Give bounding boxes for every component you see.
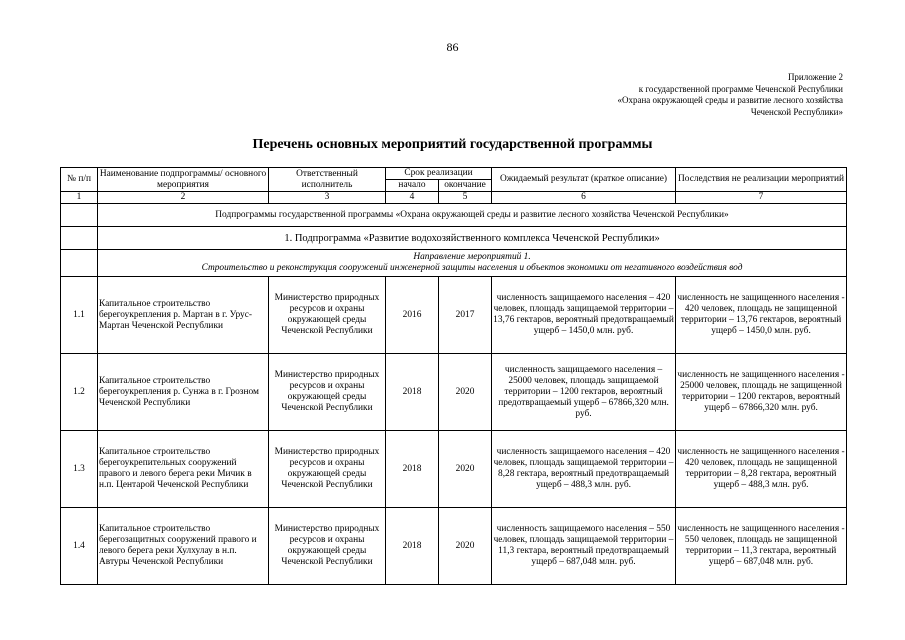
subprogram-row: [61, 227, 847, 250]
subprograms-heading-row: [61, 204, 847, 227]
activity-name: Капитальное строительство берегоукрепления р. Сунжа в г. Грозном Чеченской Республики: [98, 354, 269, 431]
column-number: 1: [61, 192, 98, 204]
table-row: [61, 431, 847, 508]
activity-name: Капитальное строительство берегозащитных сооружений правого и левого берега реки Хулхулау в н.п. Автуры Чеченской Республики: [98, 508, 269, 585]
start-year: 2016: [386, 277, 439, 354]
header-row: [61, 168, 847, 180]
column-number-row: [61, 192, 847, 204]
column-number: 3: [269, 192, 386, 204]
direction-cell: [98, 250, 847, 277]
header-result: Ожидаемый результат (краткое описание): [492, 168, 676, 192]
expected-result: численность защищаемого населения – 420 человек, площадь защищаемой территории – 8,28 гектара, вероятный предотвращаемый ущерб – 488,3 млн. руб.: [492, 431, 676, 508]
activity-name: Капитальное строительство берегоукрепительных сооружений правого и левого берега реки Мичик в н.п. Центарой Чеченской Республики: [98, 431, 269, 508]
non-implementation-consequences: численность не защищенного населения - 420 человек, площадь не защищенной территории – 13,76 гектаров, вероятный ущерб – 1450,0 млн. руб.: [676, 277, 847, 354]
column-number: 7: [676, 192, 847, 204]
appendix-line: Чеченской Республики»: [750, 106, 843, 117]
header-responsible: Ответственный исполнитель: [269, 168, 386, 192]
appendix-note: [617, 72, 843, 118]
row-number: 1.1: [61, 277, 98, 354]
column-number: 6: [492, 192, 676, 204]
row-number: 1.2: [61, 354, 98, 431]
subprograms-heading: Подпрограммы государственной программы «Охрана окружающей среды и развитие лесного хозяйства Чеченской Республики»: [98, 204, 847, 227]
header-num: № п/п: [61, 168, 98, 192]
responsible-executor: Министерство природных ресурсов и охраны окружающей среды Чеченской Республики: [269, 508, 386, 585]
column-number: 4: [386, 192, 439, 204]
expected-result: численность защищаемого населения – 420 человек, площадь защищаемой территории – 13,76 гектаров, вероятный предотвращаемый ущерб – 1450,0 млн. руб.: [492, 277, 676, 354]
header-start: начало: [386, 180, 439, 192]
header-consequences: Последствия не реализации мероприятий: [676, 168, 847, 192]
non-implementation-consequences: численность не защищенного населения - 420 человек, площадь не защищенной территории – 8,28 гектара, вероятный ущерб – 488,3 млн. руб.: [676, 431, 847, 508]
appendix-line: к государственной программе Чеченской Республики: [638, 83, 843, 94]
table-row: [61, 508, 847, 585]
end-year: 2020: [439, 354, 492, 431]
row-number: 1.4: [61, 508, 98, 585]
appendix-line: «Охрана окружающей среды и развитие лесного хозяйства: [617, 95, 843, 105]
column-number: 5: [439, 192, 492, 204]
start-year: 2018: [386, 431, 439, 508]
expected-result: численность защищаемого населения – 25000 человек, площадь защищаемой территории – 1200 гектаров, вероятный предотвращаемый ущерб – 67866,320 млн. руб.: [492, 354, 676, 431]
row-number: 1.3: [61, 431, 98, 508]
end-year: 2020: [439, 431, 492, 508]
header-name: Наименование подпрограммы/ основного мероприятия: [98, 168, 269, 192]
table-row: [61, 277, 847, 354]
activity-name: Капитальное строительство берегоукрепления р. Мартан в г. Урус-Мартан Чеченской Республики: [98, 277, 269, 354]
responsible-executor: Министерство природных ресурсов и охраны окружающей среды Чеченской Республики: [269, 277, 386, 354]
subprogram-title: 1. Подпрограмма «Развитие водохозяйственного комплекса Чеченской Республики»: [98, 227, 847, 250]
activities-table: [60, 167, 847, 585]
responsible-executor: Министерство природных ресурсов и охраны окружающей среды Чеченской Республики: [269, 431, 386, 508]
column-number: 2: [98, 192, 269, 204]
end-year: 2020: [439, 508, 492, 585]
direction-description: Строительство и реконструкция сооружений инженерной защиты населения и объектов экономики от негативного воздействия вод: [201, 263, 743, 273]
appendix-line: Приложение 2: [787, 72, 843, 82]
end-year: 2017: [439, 277, 492, 354]
header-end: окончание: [439, 180, 492, 192]
responsible-executor: Министерство природных ресурсов и охраны окружающей среды Чеченской Республики: [269, 354, 386, 431]
page-number: 86: [446, 40, 459, 54]
non-implementation-consequences: численность не защищенного населения - 25000 человек, площадь не защищенной территории – 1200 гектаров, вероятный ущерб – 67866,320 млн. руб.: [676, 354, 847, 431]
header-period: Срок реализации: [386, 168, 492, 180]
non-implementation-consequences: численность не защищенного населения - 550 человек, площадь не защищенной территории – 11,3 гектара, вероятный ущерб – 687,048 млн. руб.: [676, 508, 847, 585]
direction-title: Направление мероприятий 1.: [413, 252, 531, 262]
start-year: 2018: [386, 508, 439, 585]
start-year: 2018: [386, 354, 439, 431]
table-row: [61, 354, 847, 431]
expected-result: численность защищаемого населения – 550 человек, площадь защищаемой территории – 11,3 гектара, вероятный предотвращаемый ущерб – 687,048 млн. руб.: [492, 508, 676, 585]
direction-row: [61, 250, 847, 277]
document-title: Перечень основных мероприятий государственной программы: [252, 137, 653, 152]
